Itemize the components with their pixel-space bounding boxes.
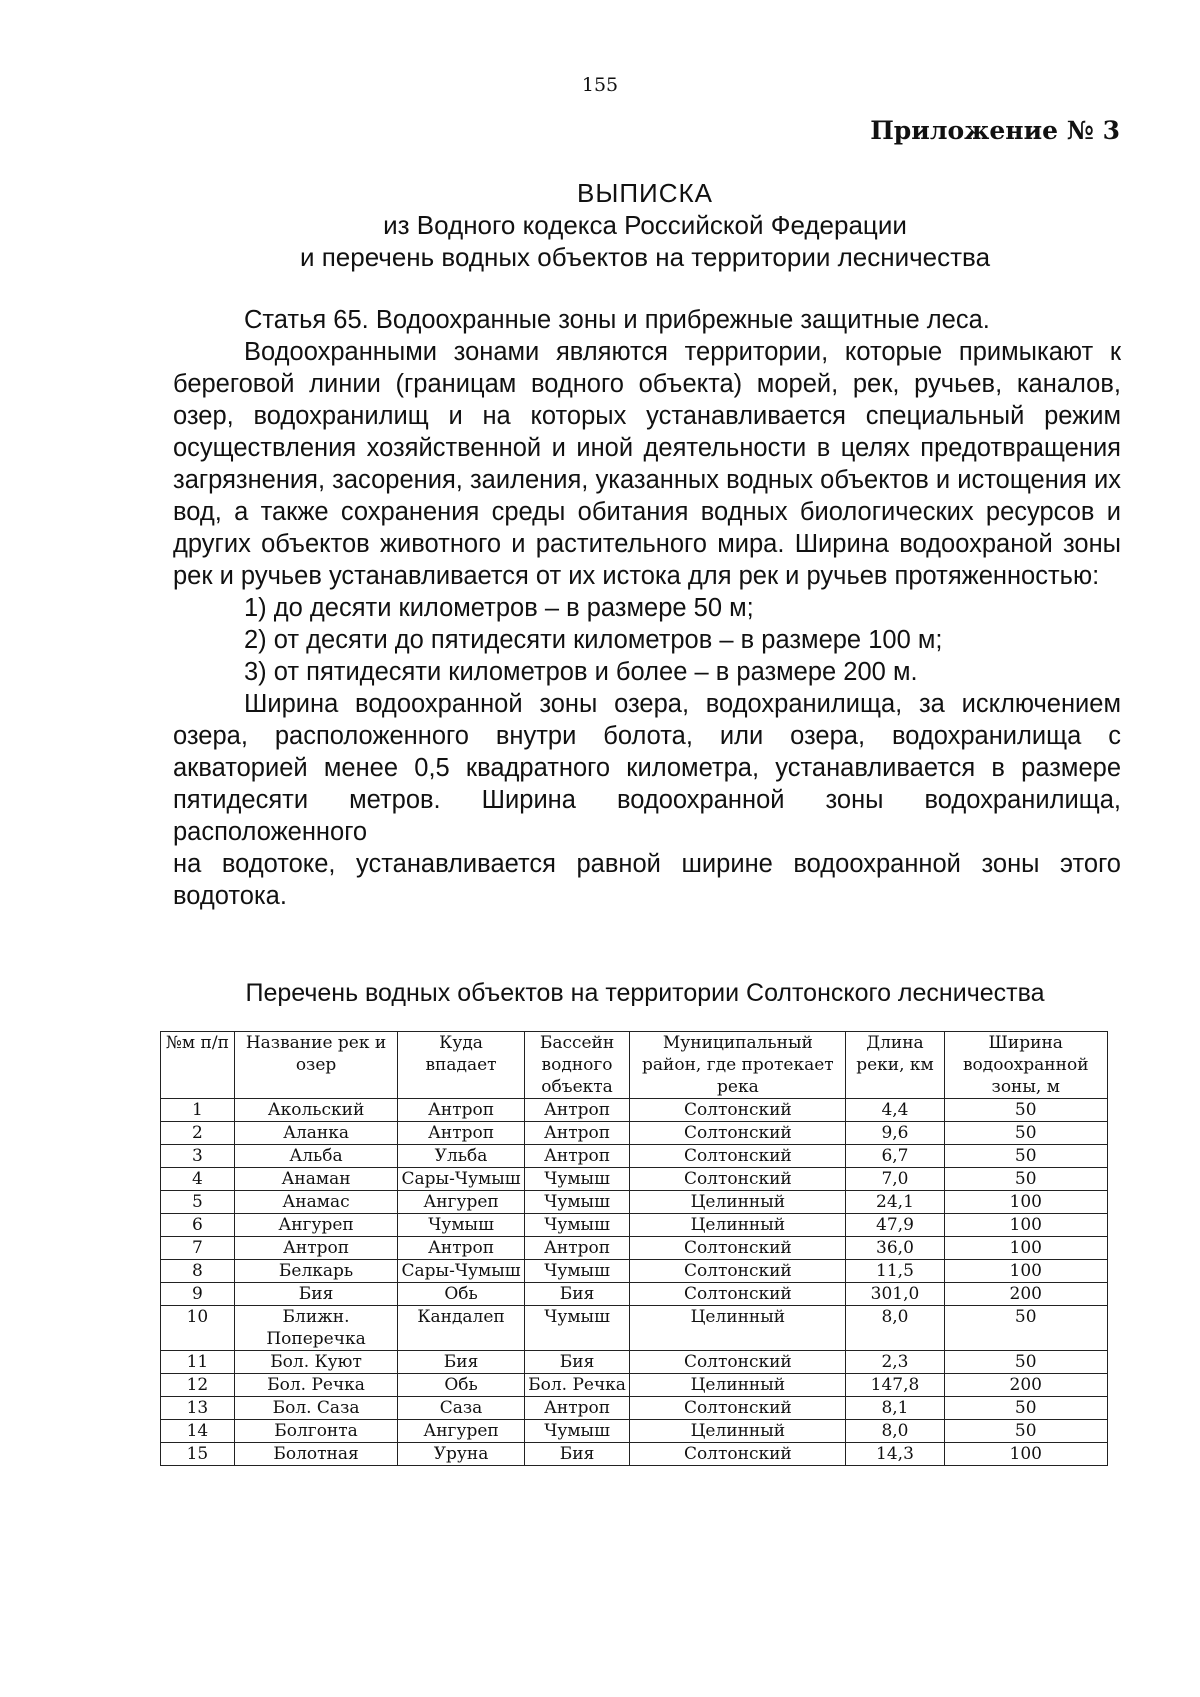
- article-paragraph-3: на водотоке, устанавливается равной ширине водоохранной зоны этого водотока.: [173, 850, 1121, 910]
- cell-zone-width: 100: [944, 1237, 1108, 1260]
- cell-basin: Чумыш: [524, 1306, 629, 1351]
- cell-district: Целинный: [630, 1374, 846, 1397]
- cell-zone-width: 100: [944, 1260, 1108, 1283]
- header-flows-into: Куда впадает: [398, 1032, 525, 1099]
- cell-length: 147,8: [846, 1374, 944, 1397]
- cell-length: 7,0: [846, 1168, 944, 1191]
- cell-basin: Бия: [524, 1443, 629, 1466]
- cell-number: 7: [161, 1237, 235, 1260]
- table-row: [161, 1145, 1108, 1168]
- cell-name: Бол. Речка: [234, 1374, 397, 1397]
- header-length: Длина реки, км: [846, 1032, 944, 1099]
- cell-basin: Бол. Речка: [524, 1374, 629, 1397]
- cell-zone-width: 200: [944, 1374, 1108, 1397]
- cell-flows-into: Чумыш: [398, 1214, 525, 1237]
- cell-district: Целинный: [630, 1420, 846, 1443]
- table-row: [161, 1283, 1108, 1306]
- cell-length: 9,6: [846, 1122, 944, 1145]
- header-name: Название рек и озер: [234, 1032, 397, 1099]
- cell-zone-width: 50: [944, 1420, 1108, 1443]
- cell-zone-width: 50: [944, 1397, 1108, 1420]
- cell-district: Солтонский: [630, 1283, 846, 1306]
- cell-basin: Антроп: [524, 1237, 629, 1260]
- cell-zone-width: 50: [944, 1168, 1108, 1191]
- cell-zone-width: 50: [944, 1306, 1108, 1351]
- cell-length: 6,7: [846, 1145, 944, 1168]
- cell-zone-width: 200: [944, 1283, 1108, 1306]
- cell-name: Бия: [234, 1283, 397, 1306]
- list-item-3: 3) от пятидесяти километров и более – в размере 200 м.: [244, 658, 918, 686]
- cell-number: 3: [161, 1145, 235, 1168]
- cell-district: Солтонский: [630, 1099, 846, 1122]
- cell-basin: Бия: [524, 1283, 629, 1306]
- cell-flows-into: Уруна: [398, 1443, 525, 1466]
- cell-district: Солтонский: [630, 1443, 846, 1466]
- cell-flows-into: Обь: [398, 1283, 525, 1306]
- cell-number: 14: [161, 1420, 235, 1443]
- cell-name: Болотная: [234, 1443, 397, 1466]
- cell-zone-width: 50: [944, 1122, 1108, 1145]
- cell-length: 24,1: [846, 1191, 944, 1214]
- cell-flows-into: Кандалеп: [398, 1306, 525, 1351]
- table-row: [161, 1237, 1108, 1260]
- article-text: [173, 304, 1121, 912]
- cell-number: 10: [161, 1306, 235, 1351]
- cell-flows-into: Ангуреп: [398, 1191, 525, 1214]
- cell-length: 11,5: [846, 1260, 944, 1283]
- table-row: [161, 1306, 1108, 1351]
- cell-name: Ангуреп: [234, 1214, 397, 1237]
- cell-length: 301,0: [846, 1283, 944, 1306]
- document-subtitle-1: из Водного кодекса Российской Федерации: [383, 210, 907, 240]
- appendix-label: Приложение № 3: [870, 116, 1120, 145]
- table-body: [161, 1099, 1108, 1466]
- cell-name: Аланка: [234, 1122, 397, 1145]
- cell-name: Белкарь: [234, 1260, 397, 1283]
- cell-number: 6: [161, 1214, 235, 1237]
- cell-number: 9: [161, 1283, 235, 1306]
- cell-number: 4: [161, 1168, 235, 1191]
- cell-number: 11: [161, 1351, 235, 1374]
- header-number: №м п/п: [161, 1032, 235, 1099]
- cell-district: Солтонский: [630, 1145, 846, 1168]
- cell-length: 8,0: [846, 1420, 944, 1443]
- cell-basin: Антроп: [524, 1122, 629, 1145]
- cell-length: 8,1: [846, 1397, 944, 1420]
- page-number: 155: [581, 74, 619, 96]
- cell-length: 8,0: [846, 1306, 944, 1351]
- table-row: [161, 1168, 1108, 1191]
- list-item-1: 1) до десяти километров – в размере 50 м;: [244, 594, 754, 622]
- cell-number: 15: [161, 1443, 235, 1466]
- cell-zone-width: 100: [944, 1191, 1108, 1214]
- cell-zone-width: 50: [944, 1145, 1108, 1168]
- cell-basin: Антроп: [524, 1099, 629, 1122]
- article-paragraph-2: Ширина водоохранной зоны озера, водохранилища, за исключением озера, расположенного внутри болота, или озера, водохранилища с акваторией менее 0,5 квадратного километра, устанавливается в размере пятидесяти метров. Ширина водоохранной зоны водохранилища, расположенного: [173, 690, 1121, 846]
- article-heading: Статья 65. Водоохранные зоны и прибрежные защитные леса.: [244, 306, 990, 334]
- cell-number: 8: [161, 1260, 235, 1283]
- cell-name: Ближн. Поперечка: [234, 1306, 397, 1351]
- table-row: [161, 1374, 1108, 1397]
- cell-zone-width: 50: [944, 1351, 1108, 1374]
- cell-length: 4,4: [846, 1099, 944, 1122]
- cell-name: Бол. Куют: [234, 1351, 397, 1374]
- cell-zone-width: 100: [944, 1214, 1108, 1237]
- header-zone-width: Ширина водоохранной зоны, м: [944, 1032, 1108, 1099]
- cell-name: Альба: [234, 1145, 397, 1168]
- cell-district: Целинный: [630, 1214, 846, 1237]
- table-row: [161, 1260, 1108, 1283]
- document-title: ВЫПИСКА: [577, 178, 713, 208]
- cell-name: Анаман: [234, 1168, 397, 1191]
- cell-length: 47,9: [846, 1214, 944, 1237]
- table-row: [161, 1122, 1108, 1145]
- cell-name: Акольский: [234, 1099, 397, 1122]
- header-basin: Бассейн водного объекта: [524, 1032, 629, 1099]
- cell-district: Солтонский: [630, 1351, 846, 1374]
- cell-district: Солтонский: [630, 1397, 846, 1420]
- cell-basin: Антроп: [524, 1145, 629, 1168]
- cell-flows-into: Обь: [398, 1374, 525, 1397]
- cell-name: Антроп: [234, 1237, 397, 1260]
- cell-basin: Чумыш: [524, 1260, 629, 1283]
- list-item-2: 2) от десяти до пятидесяти километров – в размере 100 м;: [244, 626, 943, 654]
- table-row: [161, 1214, 1108, 1237]
- cell-zone-width: 100: [944, 1443, 1108, 1466]
- cell-basin: Антроп: [524, 1397, 629, 1420]
- cell-district: Целинный: [630, 1191, 846, 1214]
- cell-flows-into: Сары-Чумыш: [398, 1260, 525, 1283]
- water-bodies-table: [160, 1031, 1108, 1466]
- cell-basin: Чумыш: [524, 1191, 629, 1214]
- cell-number: 2: [161, 1122, 235, 1145]
- cell-basin: Чумыш: [524, 1420, 629, 1443]
- cell-basin: Чумыш: [524, 1214, 629, 1237]
- cell-district: Солтонский: [630, 1122, 846, 1145]
- table-row: [161, 1099, 1108, 1122]
- cell-number: 1: [161, 1099, 235, 1122]
- cell-number: 13: [161, 1397, 235, 1420]
- cell-length: 14,3: [846, 1443, 944, 1466]
- cell-flows-into: Антроп: [398, 1099, 525, 1122]
- table-row: [161, 1420, 1108, 1443]
- cell-district: Солтонский: [630, 1237, 846, 1260]
- table-row: [161, 1443, 1108, 1466]
- cell-flows-into: Антроп: [398, 1237, 525, 1260]
- header-district: Муниципальный район, где протекает река: [630, 1032, 846, 1099]
- cell-flows-into: Ангуреп: [398, 1420, 525, 1443]
- cell-district: Солтонский: [630, 1168, 846, 1191]
- cell-flows-into: Ульба: [398, 1145, 525, 1168]
- table-row: [161, 1191, 1108, 1214]
- table-row: [161, 1351, 1108, 1374]
- cell-length: 2,3: [846, 1351, 944, 1374]
- cell-number: 5: [161, 1191, 235, 1214]
- document-subtitle-2: и перечень водных объектов на территории лесничества: [299, 242, 991, 272]
- cell-zone-width: 50: [944, 1099, 1108, 1122]
- table-row: [161, 1397, 1108, 1420]
- cell-name: Бол. Саза: [234, 1397, 397, 1420]
- cell-district: Солтонский: [630, 1260, 846, 1283]
- cell-name: Анамас: [234, 1191, 397, 1214]
- table-title: Перечень водных объектов на территории Солтонского лесничества: [245, 979, 1045, 1007]
- cell-basin: Чумыш: [524, 1168, 629, 1191]
- cell-flows-into: Сары-Чумыш: [398, 1168, 525, 1191]
- cell-name: Болгонта: [234, 1420, 397, 1443]
- cell-district: Целинный: [630, 1306, 846, 1351]
- cell-flows-into: Саза: [398, 1397, 525, 1420]
- table-header-row: [161, 1032, 1108, 1099]
- cell-length: 36,0: [846, 1237, 944, 1260]
- cell-flows-into: Бия: [398, 1351, 525, 1374]
- cell-basin: Бия: [524, 1351, 629, 1374]
- cell-number: 12: [161, 1374, 235, 1397]
- cell-flows-into: Антроп: [398, 1122, 525, 1145]
- article-paragraph-1: Водоохранными зонами являются территории, которые примыкают к береговой линии (границам водного объекта) морей, рек, ручьев, каналов, озер, водохранилищ и на которых устанавливается специальный режим осуществления хозяйственной и иной деятельности в целях предотвращения загрязнения, засорения, заиления, указанных водных объектов и истощения их вод, а также сохранения среды обитания водных биологических ресурсов и других объектов животного и растительного мира. Ширина водоохраной зоны рек и ручьев устанавливается от их истока для рек и ручьев протяженностью:: [173, 338, 1121, 590]
